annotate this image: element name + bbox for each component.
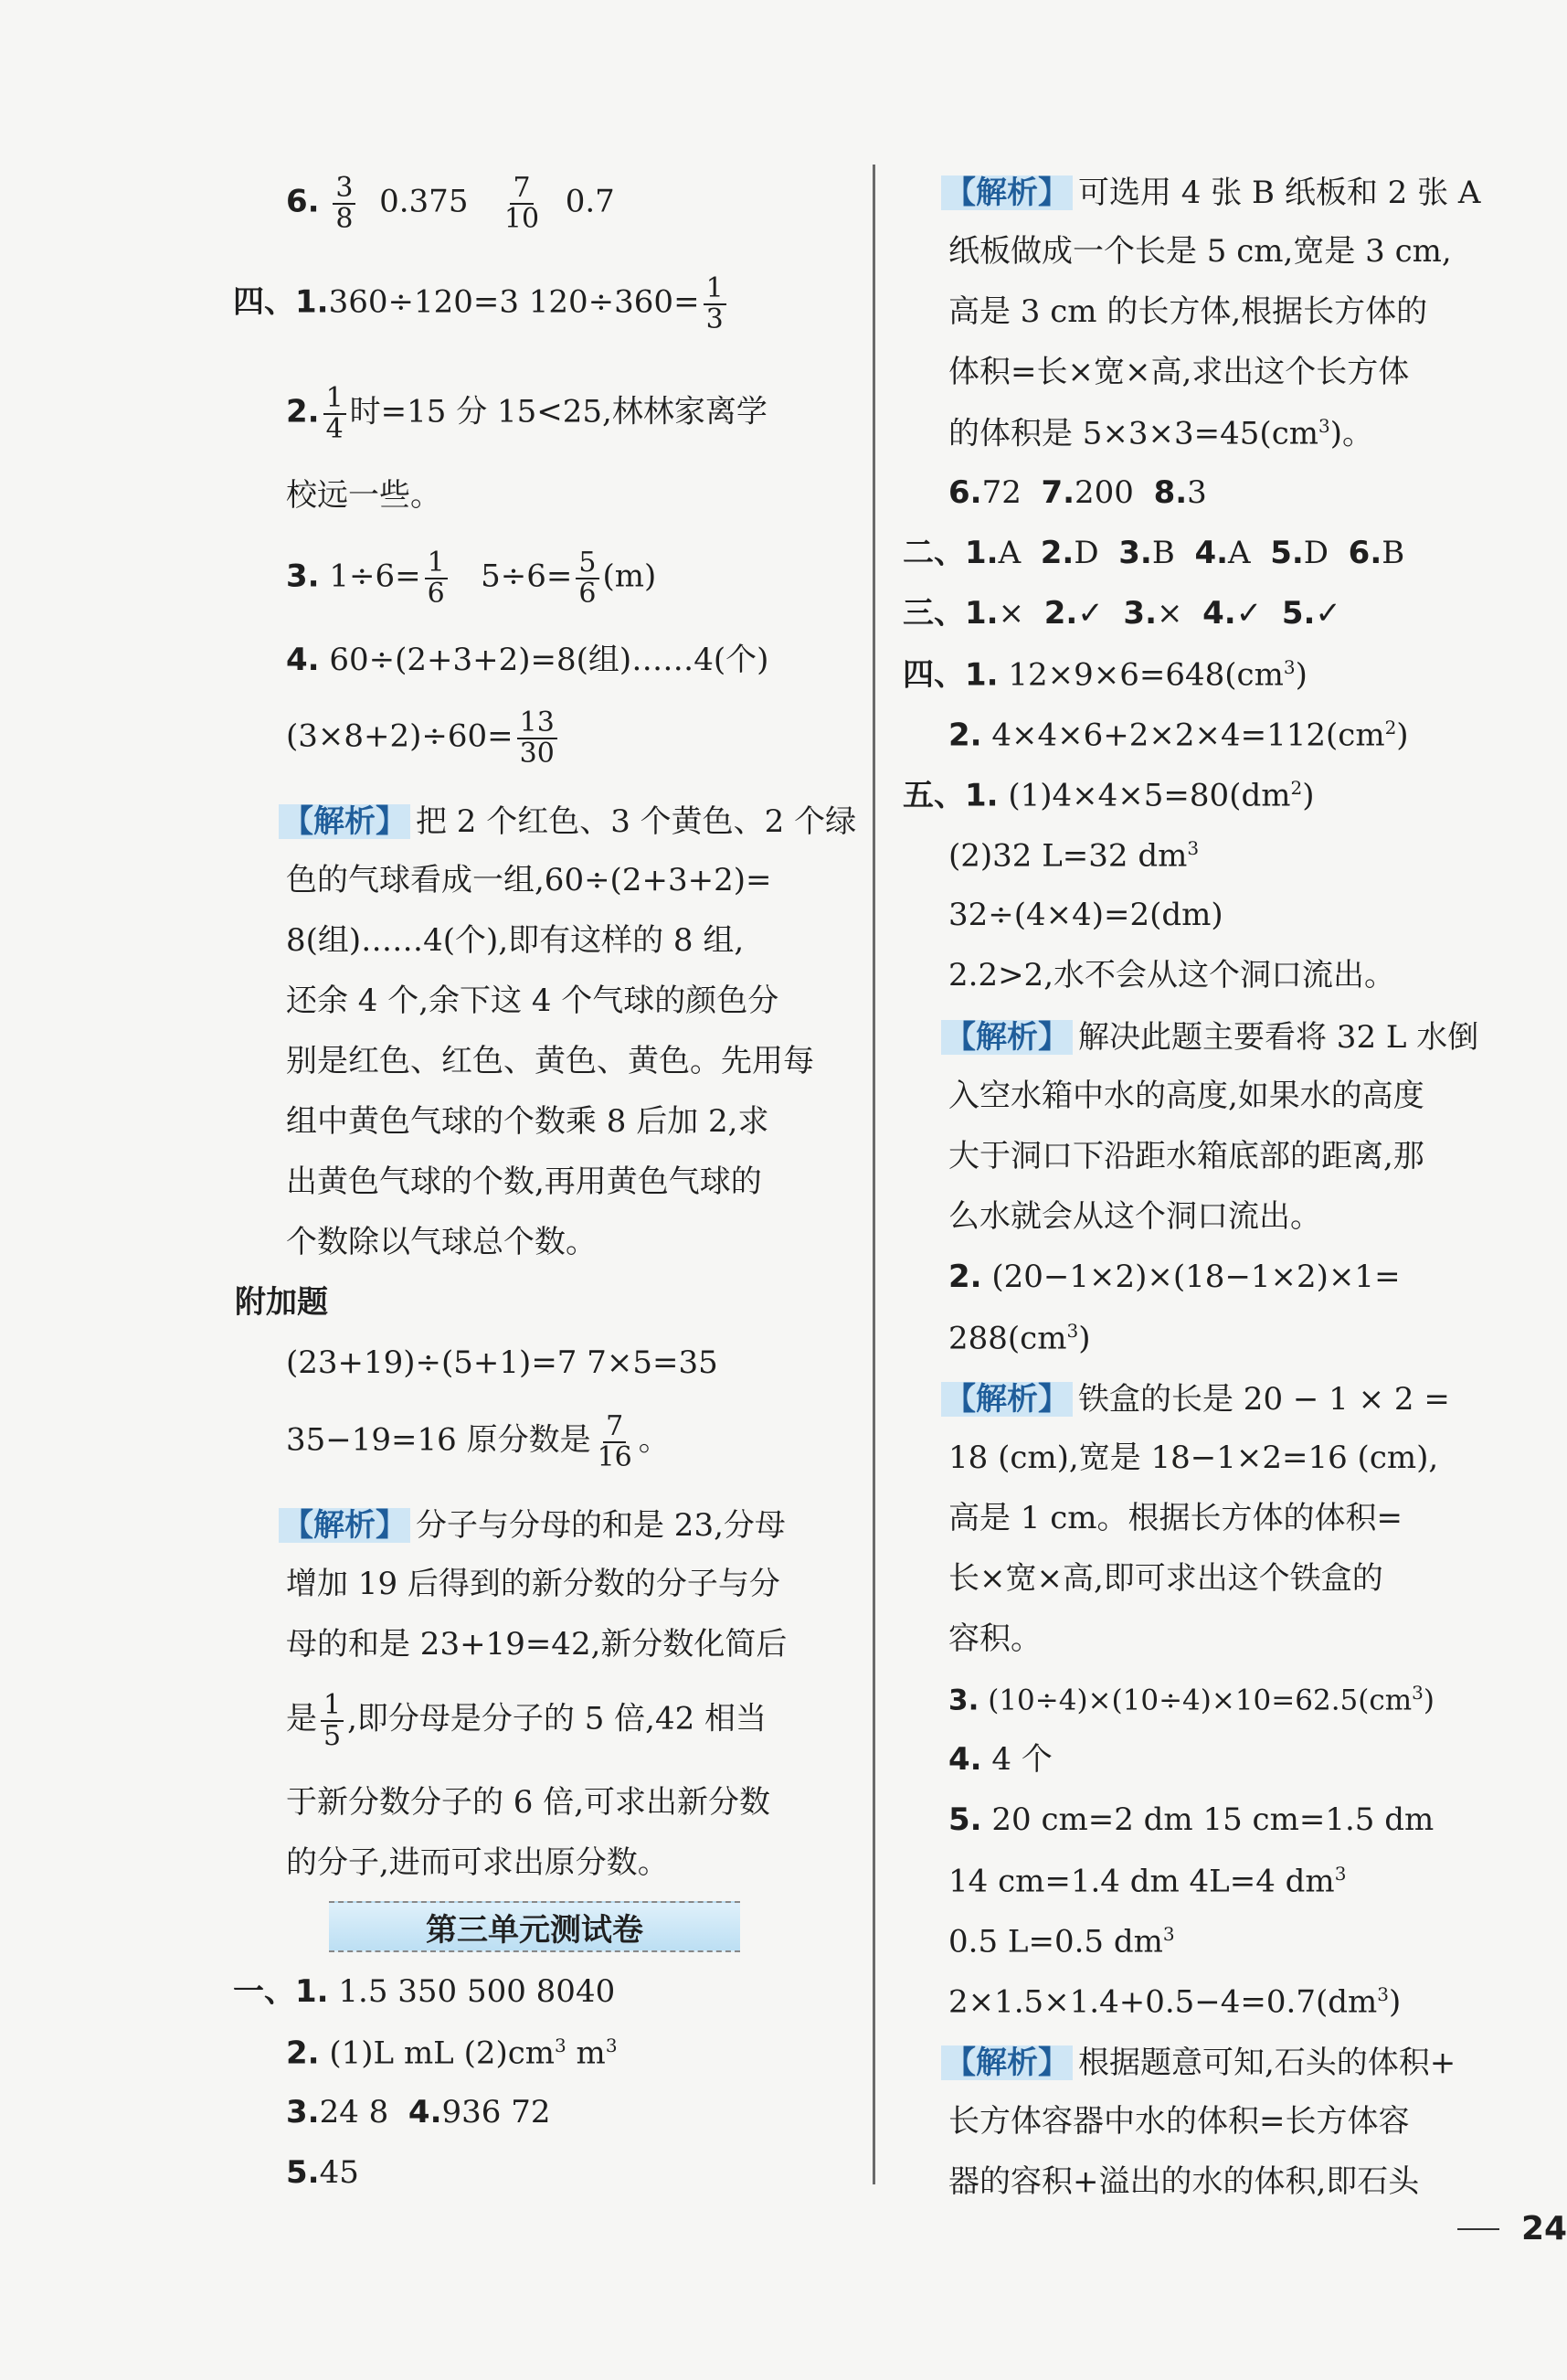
r-analysis-c-2: 18 (cm),宽是 18−1×2=16 (cm), <box>948 1440 1439 1476</box>
r-analysis-c-4: 长×宽×高,即可求出这个铁盒的 <box>948 1560 1383 1597</box>
extra-title: 附加题 <box>235 1284 328 1321</box>
unit-title: 第三单元测试卷 <box>329 1901 740 1952</box>
r-s5q5c: 0.5 L=0.5 $dm^3$ <box>948 1923 1175 1960</box>
r-s5q5d: $2\times 1.5\times 1.4+0.5-4=0.7(dm^3)$ <box>948 1983 1402 2021</box>
r-analysis-d-3: 器的容积+溢出的水的体积,即石头 <box>948 2163 1420 2200</box>
r-analysis-a-2: 纸板做成一个长是 5 cm,宽是 3 cm, <box>948 233 1452 270</box>
analysis-2-line-3: 母的和是 23+19=42,新分数化简后 <box>286 1626 788 1663</box>
column-divider <box>873 165 875 2184</box>
l-s1q5: 5.45 <box>286 2154 359 2191</box>
r-s5q2b: $288(cm^3)$ <box>948 1320 1091 1357</box>
l-s4q2-cont: 校远一些。 <box>286 477 441 514</box>
l-s1q3: 3.24 8 4.936 72 <box>286 2094 551 2130</box>
r-analysis-a-4: 体积=长×宽×高,求出这个长方体 <box>948 354 1410 390</box>
r-analysis-d-2: 长方体容器中水的体积=长方体容 <box>948 2103 1410 2140</box>
r-analysis-a-5: 的体积是 $5\times 3\times 3=45(cm^3)$。 <box>948 415 1373 452</box>
analysis-1-line-6: 组中黄色气球的个数乘 8 后加 2,求 <box>286 1103 769 1140</box>
analysis-2-line-1: 【解析】 分子与分母的和是 23,分母 <box>279 1508 786 1543</box>
r-analysis-b-3: 大于洞口下沿距水箱底部的距离,那 <box>948 1138 1424 1174</box>
r-s5q1b: (2)32 L=32 $dm^3$ <box>948 837 1200 875</box>
fraction: $\frac{3}{8}$ <box>333 174 355 233</box>
analysis-2-line-6: 的分子,进而可求出原分数。 <box>286 1844 669 1881</box>
l-s4q4b: (3×8+2)÷60= $\frac{13}{30}$ <box>286 708 561 768</box>
l-s4q3: 3. 1÷6= $\frac{1}{6}$ 5÷6= $\frac{5}{6}$ (m) <box>286 547 657 610</box>
analysis-2-line-2: 增加 19 后得到的新分数的分子与分 <box>286 1566 780 1602</box>
analysis-2-line-4: 是 $\frac{1}{5}$ ,即分母是分子的 5 倍,42 相当 <box>286 1689 768 1752</box>
r-q678: 6.72 7.200 8.3 <box>948 474 1207 511</box>
r-analysis-b-1: 【解析】 解决此题主要看将 32 L 水倒 <box>941 1020 1478 1055</box>
r-s3: 三、1.× 2.✓ 3.× 4.✓ 5.✓ <box>903 595 1341 632</box>
r-s5q5a: 5. 20 cm=2 dm 15 cm=1.5 dm <box>948 1801 1435 1838</box>
page-number-dash <box>1457 2228 1499 2230</box>
extra-line-2: 35−19=16 原分数是 $\frac{7}{16}$ 。 <box>286 1410 670 1473</box>
l-s4q4: 4. 60÷(2+3+2)=8(组)……4(个) <box>286 642 769 678</box>
l-s4q2: 2. $\frac{1}{4}$ 时=15 分 15<25,林林家离学 <box>286 382 768 445</box>
analysis-1-line-8: 个数除以气球总个数。 <box>286 1224 597 1260</box>
analysis-1-line-3: 8(组)……4(个),即有这样的 8 组, <box>286 922 745 959</box>
r-analysis-c-5: 容积。 <box>948 1620 1042 1657</box>
fraction: $\frac{7}{10}$ <box>503 172 540 235</box>
analysis-1-line-7: 出黄色气球的个数,再用黄色气球的 <box>286 1163 762 1200</box>
r-s4q2: 2. $4\times 4\times 6+2\times 2\times 4=112(cm^2)$ <box>948 717 1409 754</box>
r-s2: 二、1.A 2.D 3.B 4.A 5.D 6.B <box>903 535 1405 571</box>
l-s4q1: 四、1.360÷120=3 120÷360= $\frac{1}{3}$ <box>233 274 730 334</box>
r-s5q1: 五、1. $(1)4\times 4\times 5=80(dm^2)$ <box>903 777 1315 814</box>
analysis-1-line-4: 还余 4 个,余下这 4 个气球的颜色分 <box>286 983 779 1019</box>
page-number: 24 <box>1521 2210 1567 2247</box>
analysis-2-line-5: 于新分数分子的 6 倍,可求出新分数 <box>286 1784 771 1821</box>
analysis-1-line-5: 别是红色、红色、黄色、黄色。先用每 <box>286 1043 814 1079</box>
r-analysis-c-3: 高是 1 cm。根据长方体的体积= <box>948 1500 1403 1536</box>
r-analysis-d-1: 【解析】 根据题意可知,石头的体积+ <box>941 2045 1456 2080</box>
l-q6: 6. $\frac{3}{8}$ 0.375 $\frac{7}{10}$ 0.7 <box>286 172 615 235</box>
analysis-1-line-1: 【解析】 把 2 个红色、3 个黄色、2 个绿 <box>279 804 856 839</box>
r-s5q5b: 14 cm=1.4 dm 4L=4 $dm^3$ <box>948 1863 1347 1900</box>
extra-line-1: (23+19)÷(5+1)=7 7×5=35 <box>286 1344 718 1381</box>
r-s5q4: 4. 4 个 <box>948 1741 1053 1778</box>
r-analysis-c-1: 【解析】 铁盒的长是 20 − 1 × 2 = <box>941 1382 1450 1417</box>
l-s1q1: 一、1. 1.5 350 500 8040 <box>233 1973 616 2010</box>
l-s1q2: 2. (1)L mL $(2)cm^3$ $m^3$ <box>286 2035 618 2072</box>
r-s4q1: 四、1. $12\times 9\times 6=648(cm^3)$ <box>903 656 1308 694</box>
r-analysis-a-3: 高是 3 cm 的长方体,根据长方体的 <box>948 293 1428 330</box>
r-analysis-a-1: 【解析】 可选用 4 张 B 纸板和 2 张 A <box>941 175 1480 210</box>
r-analysis-b-4: 么水就会从这个洞口流出。 <box>948 1198 1321 1235</box>
r-s5q3: 3. $(10\div 4)\times(10\div 4)\times 10=62.5(cm^3)$ <box>948 1682 1435 1717</box>
r-s5q1d: 2.2>2,水不会从这个洞口流出。 <box>948 957 1395 993</box>
analysis-1-line-2: 色的气球看成一组,60÷(2+3+2)= <box>286 862 772 898</box>
r-analysis-b-2: 入空水箱中水的高度,如果水的高度 <box>948 1078 1424 1114</box>
r-s5q2: 2. (20−1×2)×(18−1×2)×1= <box>948 1259 1401 1295</box>
r-s5q1c: 32÷(4×4)=2(dm) <box>948 897 1223 933</box>
